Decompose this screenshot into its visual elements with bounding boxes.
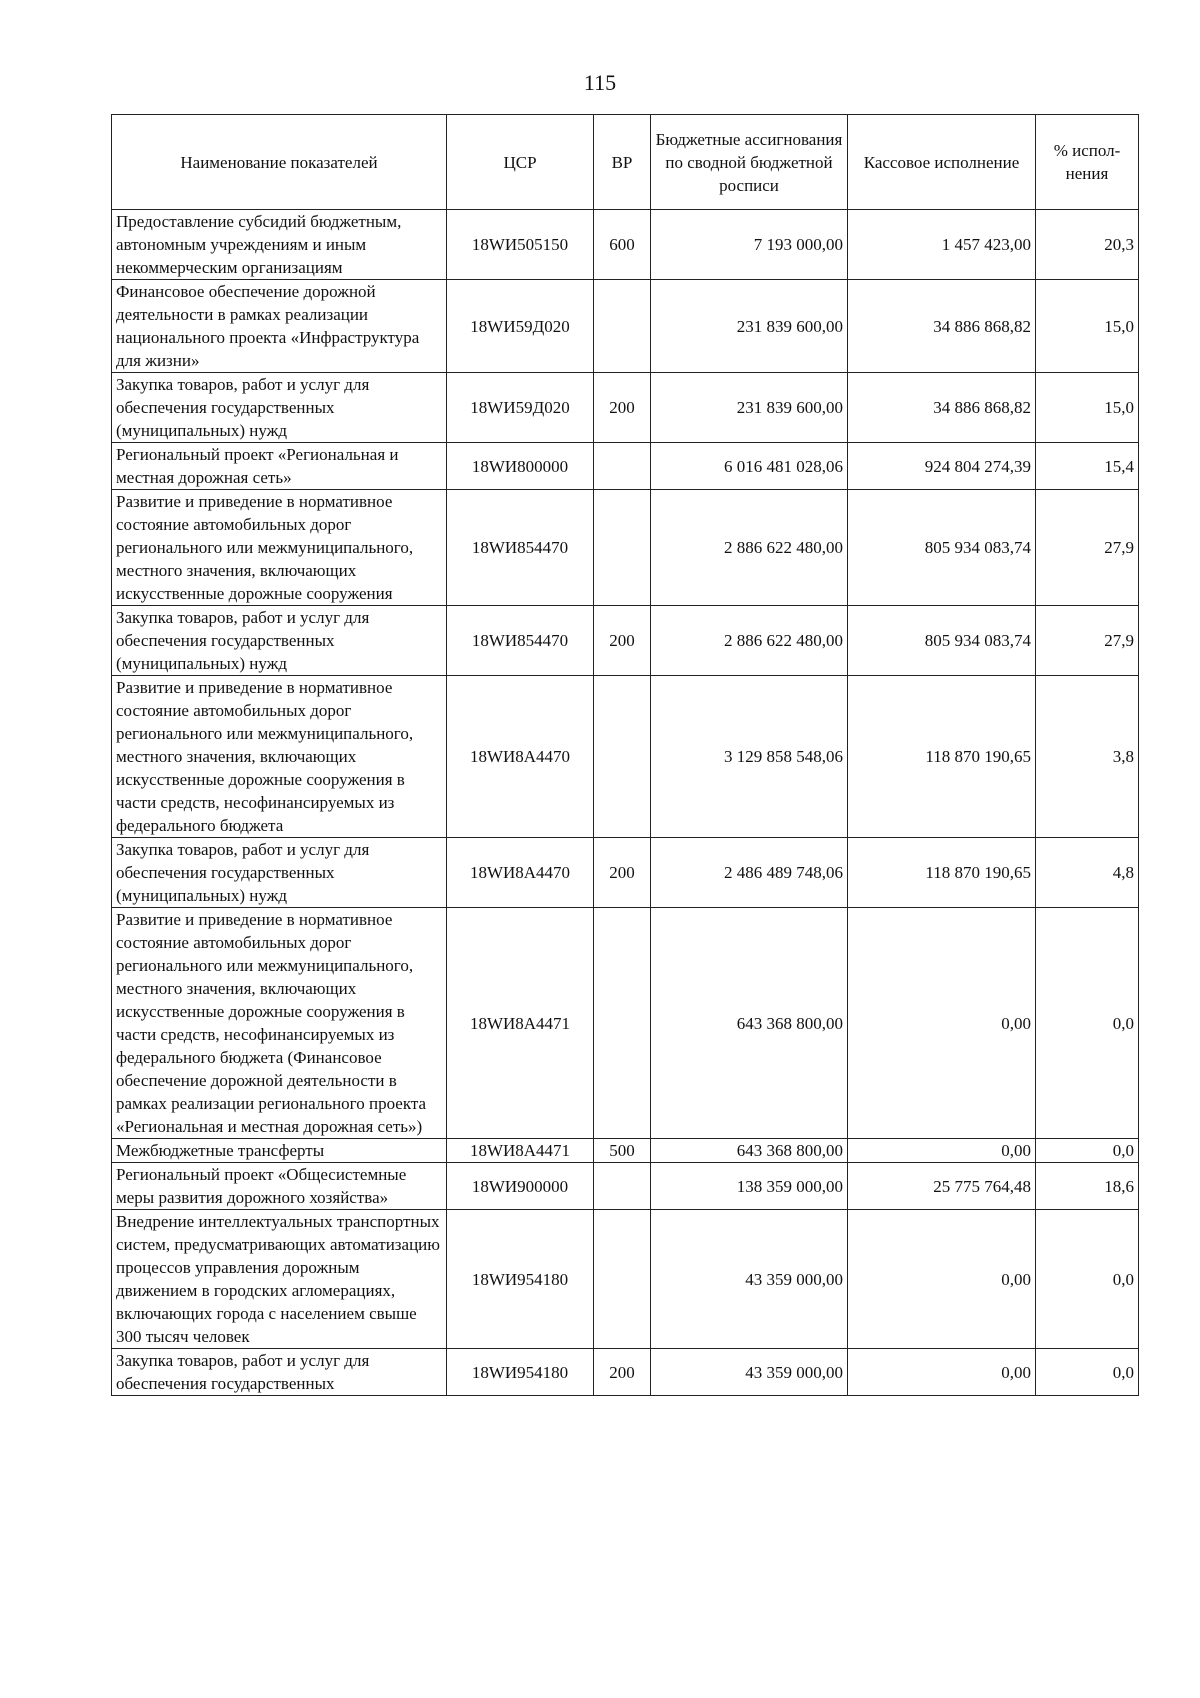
table-row (112, 443, 1139, 490)
row-allocations: 138 359 000,00 (651, 1163, 848, 1210)
table-row (112, 676, 1139, 838)
row-csr: 18WИ800000 (447, 443, 594, 490)
row-csr: 18WИ954180 (447, 1210, 594, 1349)
row-percent: 0,0 (1036, 1139, 1139, 1163)
row-csr: 18WИ8А4470 (447, 676, 594, 838)
row-vr (594, 443, 651, 490)
row-percent: 27,9 (1036, 606, 1139, 676)
row-allocations: 43 359 000,00 (651, 1210, 848, 1349)
row-execution: 805 934 083,74 (848, 490, 1036, 606)
table-row (112, 1139, 1139, 1163)
table-row (112, 280, 1139, 373)
row-name: Межбюджетные трансферты (112, 1139, 447, 1163)
row-csr: 18WИ8А4471 (447, 908, 594, 1139)
row-name: Развитие и приведение в нормативное состояние автомобильных дорог регионального или межмуниципального, местного значения, включающих искусственные дорожные сооружения в части средств, несофинансируемых из федерального бюджета (112, 676, 447, 838)
table-row (112, 490, 1139, 606)
row-name: Предоставление субсидий бюджетным, автономным учреждениям и иным некоммерческим организациям (112, 210, 447, 280)
row-vr: 200 (594, 373, 651, 443)
row-name: Региональный проект «Общесистемные меры развития дорожного хозяйства» (112, 1163, 447, 1210)
row-name: Закупка товаров, работ и услуг для обеспечения государственных (муниципальных) нужд (112, 373, 447, 443)
row-allocations: 2 886 622 480,00 (651, 606, 848, 676)
row-csr: 18WИ900000 (447, 1163, 594, 1210)
row-allocations: 231 839 600,00 (651, 280, 848, 373)
row-name: Региональный проект «Региональная и местная дорожная сеть» (112, 443, 447, 490)
row-execution: 1 457 423,00 (848, 210, 1036, 280)
table-row (112, 373, 1139, 443)
row-vr: 600 (594, 210, 651, 280)
row-vr (594, 676, 651, 838)
row-percent: 20,3 (1036, 210, 1139, 280)
row-percent: 27,9 (1036, 490, 1139, 606)
row-execution: 924 804 274,39 (848, 443, 1036, 490)
row-allocations: 643 368 800,00 (651, 908, 848, 1139)
row-execution: 0,00 (848, 1210, 1036, 1349)
table-row (112, 908, 1139, 1139)
row-execution: 118 870 190,65 (848, 838, 1036, 908)
row-vr: 200 (594, 606, 651, 676)
row-vr: 200 (594, 838, 651, 908)
row-name: Развитие и приведение в нормативное состояние автомобильных дорог регионального или межмуниципального, местного значения, включающих искусственные дорожные сооружения в части средств, несофинансируемых из федерального бюджета (Финансовое обеспечение дорожной деятельности в рамках реализации регионального проекта «Региональная и местная дорожная сеть») (112, 908, 447, 1139)
header-allocations: Бюджетные ассигнования по сводной бюджетной росписи (651, 115, 848, 210)
table-row (112, 1163, 1139, 1210)
row-allocations: 643 368 800,00 (651, 1139, 848, 1163)
row-percent: 4,8 (1036, 838, 1139, 908)
row-name: Закупка товаров, работ и услуг для обеспечения государственных (112, 1349, 447, 1396)
row-name: Закупка товаров, работ и услуг для обеспечения государственных (муниципальных) нужд (112, 838, 447, 908)
row-name: Развитие и приведение в нормативное состояние автомобильных дорог регионального или межмуниципального, местного значения, включающих искусственные дорожные сооружения (112, 490, 447, 606)
header-name: Наименование показателей (112, 115, 447, 210)
row-execution: 118 870 190,65 (848, 676, 1036, 838)
row-csr: 18WИ8А4470 (447, 838, 594, 908)
row-percent: 18,6 (1036, 1163, 1139, 1210)
budget-execution-table (111, 114, 1139, 1396)
row-vr (594, 1163, 651, 1210)
row-csr: 18WИ505150 (447, 210, 594, 280)
header-vr: ВР (594, 115, 651, 210)
row-vr (594, 1210, 651, 1349)
row-vr (594, 280, 651, 373)
header-execution: Кассовое исполнение (848, 115, 1036, 210)
row-csr: 18WИ954180 (447, 1349, 594, 1396)
row-percent: 0,0 (1036, 1349, 1139, 1396)
table-row (112, 606, 1139, 676)
header-percent: % испол-нения (1036, 115, 1139, 210)
row-execution: 34 886 868,82 (848, 373, 1036, 443)
row-csr: 18WИ854470 (447, 490, 594, 606)
row-vr: 200 (594, 1349, 651, 1396)
row-execution: 805 934 083,74 (848, 606, 1036, 676)
row-csr: 18WИ59Д020 (447, 280, 594, 373)
row-vr: 500 (594, 1139, 651, 1163)
row-execution: 0,00 (848, 1139, 1036, 1163)
row-allocations: 6 016 481 028,06 (651, 443, 848, 490)
row-execution: 0,00 (848, 1349, 1036, 1396)
table-header-row (112, 115, 1139, 210)
row-csr: 18WИ8А4471 (447, 1139, 594, 1163)
row-name: Финансовое обеспечение дорожной деятельности в рамках реализации национального проекта «Инфраструктура для жизни» (112, 280, 447, 373)
row-percent: 3,8 (1036, 676, 1139, 838)
row-execution: 25 775 764,48 (848, 1163, 1036, 1210)
row-percent: 0,0 (1036, 1210, 1139, 1349)
table-row (112, 1210, 1139, 1349)
row-allocations: 3 129 858 548,06 (651, 676, 848, 838)
row-csr: 18WИ59Д020 (447, 373, 594, 443)
row-vr (594, 490, 651, 606)
row-allocations: 2 886 622 480,00 (651, 490, 848, 606)
row-name: Внедрение интеллектуальных транспортных систем, предусматривающих автоматизацию процессов управления дорожным движением в городских агломерациях, включающих города с населением свыше 300 тысяч человек (112, 1210, 447, 1349)
row-allocations: 2 486 489 748,06 (651, 838, 848, 908)
row-vr (594, 908, 651, 1139)
row-execution: 34 886 868,82 (848, 280, 1036, 373)
row-csr: 18WИ854470 (447, 606, 594, 676)
row-percent: 0,0 (1036, 908, 1139, 1139)
row-percent: 15,4 (1036, 443, 1139, 490)
row-name: Закупка товаров, работ и услуг для обеспечения государственных (муниципальных) нужд (112, 606, 447, 676)
table-row (112, 210, 1139, 280)
row-allocations: 43 359 000,00 (651, 1349, 848, 1396)
row-percent: 15,0 (1036, 280, 1139, 373)
header-csr: ЦСР (447, 115, 594, 210)
page-number: 115 (583, 70, 617, 95)
row-execution: 0,00 (848, 908, 1036, 1139)
row-percent: 15,0 (1036, 373, 1139, 443)
table-row (112, 838, 1139, 908)
table-row (112, 1349, 1139, 1396)
row-allocations: 7 193 000,00 (651, 210, 848, 280)
row-allocations: 231 839 600,00 (651, 373, 848, 443)
